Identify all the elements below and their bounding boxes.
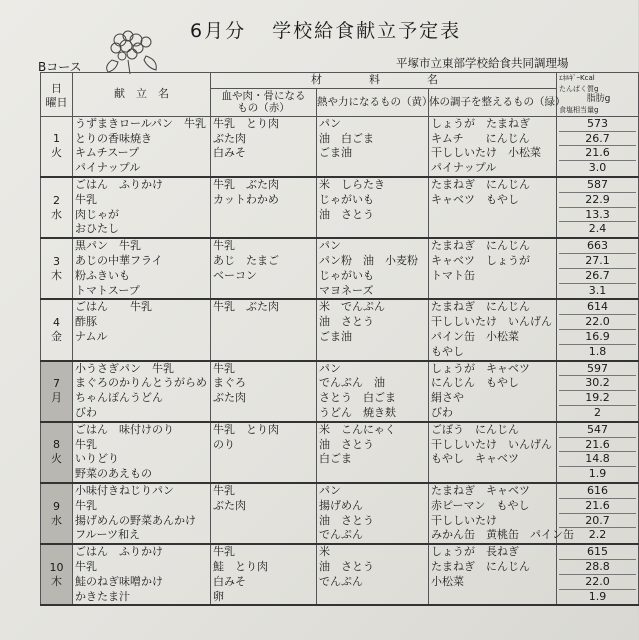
menu-line: 酢豚 — [75, 315, 97, 329]
menu-line: ごはん ふりかけ — [75, 545, 163, 559]
salt-value: 2 — [594, 405, 602, 419]
energy-value: 615 — [559, 545, 636, 560]
protein-value: 26.7 — [559, 132, 636, 147]
green-line: 小松菜 — [431, 574, 464, 588]
fat-value: 13.3 — [559, 208, 636, 223]
green-line: しょうが たまねぎ — [431, 116, 530, 130]
yellow-cell — [317, 422, 429, 483]
menu-cell — [73, 544, 211, 605]
yellow-cell — [317, 238, 429, 299]
nutrition-cell — [557, 544, 639, 605]
green-line: みかん缶 黄桃缶 パイン缶 — [431, 528, 574, 542]
day-row — [41, 361, 639, 422]
fat-value: 19.2 — [559, 391, 636, 406]
menu-line: ちゃんぽんうどん — [75, 391, 163, 405]
fat-value: 16.9 — [559, 330, 636, 345]
red-line: 牛乳 — [213, 361, 235, 375]
yellow-line: 揚げめん — [319, 498, 363, 512]
green-line: しょうが キャベツ — [431, 361, 530, 375]
menu-line: 野菜のあえもの — [75, 467, 152, 481]
green-line — [431, 222, 554, 237]
fat-value: 22.0 — [559, 575, 636, 590]
menu-line: 牛乳 — [75, 437, 97, 451]
salt-value: 1.8 — [588, 344, 607, 358]
red-line: 牛乳 — [213, 239, 235, 253]
green-line: たまねぎ にんじん — [431, 177, 530, 191]
yellow-line: パン — [319, 116, 341, 130]
green-cell — [429, 238, 557, 299]
green-line: たまねぎ にんじん — [431, 239, 530, 253]
energy-value: 663 — [559, 239, 636, 254]
red-line — [213, 330, 314, 345]
red-cell — [211, 116, 317, 177]
yellow-cell — [317, 483, 429, 544]
green-line: 干ししいたけ いんげん — [431, 437, 552, 451]
weekday: 火 — [51, 452, 62, 466]
energy-value: 616 — [559, 484, 636, 499]
red-cell — [211, 483, 317, 544]
menu-line: フルーツ和え — [75, 528, 141, 542]
menu-line: ごはん 味付けのり — [75, 422, 174, 436]
green-cell — [429, 483, 574, 544]
green-line: たまねぎ にんじん — [431, 300, 530, 314]
nutrition-cell — [557, 299, 639, 360]
menu-line: 牛乳 — [75, 192, 97, 206]
nutrition-cell — [557, 422, 639, 483]
weekday: 木 — [51, 574, 62, 588]
menu-line: 小味付きねじりパン — [75, 483, 174, 497]
protein-value: 27.1 — [559, 254, 636, 269]
menu-cell — [73, 116, 211, 177]
red-line — [213, 222, 314, 237]
green-line: パイン缶 小松菜 — [431, 329, 519, 343]
menu-line: 粉ふきいも — [75, 268, 130, 282]
fat-value: 21.6 — [559, 146, 636, 161]
green-line: キムチ にんじん — [431, 131, 530, 145]
nutrition-cell — [557, 116, 639, 177]
salt-value: 1.9 — [588, 589, 607, 603]
yellow-line: パン — [319, 483, 341, 497]
red-line: のり — [213, 437, 235, 451]
green-line: 干ししいたけ — [431, 513, 497, 527]
yellow-line: 白ごま — [319, 452, 352, 466]
red-line — [213, 345, 314, 360]
yellow-line: じゃがいも — [319, 192, 374, 206]
red-line: まぐろ — [213, 376, 246, 390]
date-cell — [41, 483, 73, 544]
energy-value: 573 — [559, 117, 636, 132]
energy-value: 547 — [559, 423, 636, 438]
menu-line: 小うさぎパン 牛乳 — [75, 361, 174, 375]
red-cell — [211, 422, 317, 483]
protein-value: 21.6 — [559, 499, 636, 514]
green-line — [431, 467, 554, 482]
weekday: 水 — [51, 513, 62, 527]
red-line: ベーコン — [213, 268, 257, 282]
red-line — [213, 161, 314, 176]
menu-line: パイナップル — [75, 161, 141, 175]
menu-line: びわ — [75, 405, 97, 419]
red-line — [213, 284, 314, 299]
yellow-line — [319, 222, 426, 237]
red-line: 牛乳 とり肉 — [213, 422, 279, 436]
menu-line: うずまきロールパン 牛乳 — [75, 116, 207, 130]
green-line: びわ — [431, 405, 453, 419]
green-cell — [429, 299, 557, 360]
menu-line: ごはん 牛乳 — [75, 300, 152, 314]
red-line — [213, 208, 314, 223]
red-line: ぶた肉 — [213, 391, 246, 405]
day-number: 4 — [53, 315, 60, 329]
protein-value: 28.8 — [559, 560, 636, 575]
yellow-line: ごま油 — [319, 146, 352, 160]
green-header: 体の調子を整えるもの（緑） — [429, 88, 557, 116]
yellow-line: でんぷん 油 — [319, 376, 385, 390]
day-number: 7 — [53, 377, 60, 391]
date-cell — [41, 238, 73, 299]
menu-line: まぐろのかりんとうがらめ — [75, 376, 207, 390]
protein-value: 22.0 — [559, 315, 636, 330]
red-line: 牛乳 — [213, 483, 235, 497]
protein-value: 21.6 — [559, 438, 636, 453]
nutrition-header: ｴﾈﾙｷﾞｰKcal たんぱく質g 脂肪g 食塩相当量g — [557, 73, 639, 117]
nutrition-cell — [557, 177, 639, 238]
menu-cell — [73, 483, 211, 544]
menu-line: キムチスープ — [75, 146, 140, 160]
green-line: たまねぎ キャベツ — [431, 483, 530, 497]
green-line: 干ししいたけ 小松菜 — [431, 146, 541, 160]
fat-value: 14.8 — [559, 452, 636, 467]
day-row — [41, 483, 639, 544]
red-line: 鮭 とり肉 — [213, 559, 268, 573]
weekday: 金 — [51, 329, 62, 343]
red-cell — [211, 238, 317, 299]
green-line: パイナップル — [431, 161, 497, 175]
green-line: しょうが 長ねぎ — [431, 545, 519, 559]
day-number: 3 — [53, 254, 60, 268]
date-cell — [41, 116, 73, 177]
yellow-line: パン — [319, 239, 341, 253]
date-header: 日 曜日 — [41, 73, 73, 117]
red-header: 血や肉・骨になる もの（赤） — [211, 88, 317, 116]
yellow-line: でんぷん — [319, 528, 363, 542]
yellow-line: 米 しらたき — [319, 177, 385, 191]
day-number: 1 — [53, 132, 60, 146]
yellow-line: パン粉 油 小麦粉 — [319, 253, 418, 267]
day-number: 9 — [53, 499, 60, 513]
yellow-line: 米 でんぷん — [319, 300, 385, 314]
red-line: カットわかめ — [213, 192, 279, 206]
yellow-line: でんぷん — [319, 574, 363, 588]
red-line — [213, 315, 314, 330]
menu-cell — [73, 422, 211, 483]
red-line: 牛乳 — [213, 545, 235, 559]
red-line: あじ たまご — [213, 253, 279, 267]
menu-line: 牛乳 — [75, 559, 97, 573]
menu-line: 牛乳 — [75, 498, 97, 512]
menu-table — [40, 72, 639, 606]
red-cell — [211, 361, 317, 422]
green-line: トマト缶 — [431, 268, 475, 282]
red-line: 白みそ — [213, 574, 246, 588]
yellow-header: 熱や力になるもの（黄） — [317, 88, 429, 116]
yellow-line: マヨネーズ — [319, 283, 374, 297]
menu-line: かきたま汁 — [75, 589, 130, 603]
green-cell — [429, 544, 557, 605]
menu-cell — [73, 361, 211, 422]
menu-line: おひたし — [75, 222, 119, 236]
salt-value: 1.9 — [588, 467, 607, 481]
green-line: もやし — [431, 344, 464, 358]
nutrition-cell — [557, 238, 639, 299]
date-cell — [41, 422, 73, 483]
materials-header: 材 料 名 — [211, 73, 557, 89]
yellow-cell — [317, 299, 429, 360]
red-line: 牛乳 とり肉 — [213, 116, 279, 130]
yellow-line: じゃがいも — [319, 268, 374, 282]
menu-line: 鮭のねぎ味噌かけ — [75, 574, 163, 588]
salt-value: 2.4 — [588, 222, 607, 236]
red-line: ぶた肉 — [213, 131, 246, 145]
date-cell — [41, 361, 73, 422]
menu-line: いりどり — [75, 452, 119, 466]
menu-cell — [73, 299, 211, 360]
red-line — [213, 406, 314, 421]
weekday: 木 — [51, 268, 62, 282]
red-line — [213, 514, 314, 529]
nutrition-cell — [557, 361, 639, 422]
green-line: ごぼう にんじん — [431, 422, 519, 436]
menu-line: あじの中華フライ — [75, 253, 163, 267]
protein-value: 22.9 — [559, 193, 636, 208]
red-line: 牛乳 ぶた肉 — [213, 177, 279, 191]
menu-line — [75, 345, 208, 360]
menu-line: ナムル — [75, 329, 108, 343]
weekday: 月 — [51, 391, 62, 405]
yellow-line — [319, 590, 426, 605]
green-line: キャベツ しょうが — [431, 253, 530, 267]
page-title — [190, 16, 461, 43]
salt-value: 3.0 — [588, 161, 607, 175]
day-row — [41, 177, 639, 238]
fat-value: 26.7 — [559, 269, 636, 284]
day-row — [41, 422, 639, 483]
menu-line: とりの香味焼き — [75, 131, 152, 145]
red-line — [213, 528, 314, 543]
green-cell — [429, 422, 557, 483]
weekday: 水 — [51, 207, 62, 221]
yellow-line: パン — [319, 361, 341, 375]
green-line: たまねぎ にんじん — [431, 559, 530, 573]
yellow-cell — [317, 544, 429, 605]
yellow-line: 米 こんにゃく — [319, 422, 396, 436]
yellow-line — [319, 161, 426, 176]
day-row — [41, 544, 639, 605]
green-line: もやし キャベツ — [431, 452, 519, 466]
yellow-line: さとう 白ごま — [319, 391, 396, 405]
yellow-line: 油 さとう — [319, 207, 374, 221]
yellow-cell — [317, 177, 429, 238]
yellow-line — [319, 467, 426, 482]
green-line: 干ししいたけ いんげん — [431, 315, 552, 329]
yellow-line: 油 さとう — [319, 437, 374, 451]
menu-line: トマトスープ — [75, 283, 140, 297]
green-cell — [429, 177, 557, 238]
menu-line: 揚げめんの野菜あんかけ — [75, 513, 196, 527]
fat-value: 20.7 — [559, 514, 636, 529]
yellow-line: 油 白ごま — [319, 131, 374, 145]
yellow-line — [319, 345, 426, 360]
day-number: 10 — [49, 560, 64, 574]
date-cell — [41, 544, 73, 605]
day-number: 2 — [53, 193, 60, 207]
energy-value: 587 — [559, 178, 636, 193]
yellow-line: 油 さとう — [319, 315, 374, 329]
day-row — [41, 299, 639, 360]
yellow-cell — [317, 116, 429, 177]
red-cell — [211, 544, 317, 605]
weekday: 火 — [51, 146, 62, 160]
red-line — [213, 467, 314, 482]
title-label: 学校給食献立予定表 — [272, 20, 462, 42]
organization-label: 平塚市立東部学校給食共同調理場 — [396, 56, 569, 70]
day-number: 8 — [53, 438, 60, 452]
yellow-cell — [317, 361, 429, 422]
green-line: にんじん もやし — [431, 376, 519, 390]
green-line: キャベツ もやし — [431, 192, 519, 206]
red-line — [213, 452, 314, 467]
date-cell — [41, 177, 73, 238]
yellow-line: 米 — [319, 545, 330, 559]
red-line: ぶた肉 — [213, 498, 246, 512]
green-line — [431, 590, 554, 605]
green-line: 赤ピーマン もやし — [431, 498, 530, 512]
protein-value: 30.2 — [559, 376, 636, 391]
red-cell — [211, 299, 317, 360]
green-cell — [429, 361, 557, 422]
energy-value: 597 — [559, 362, 636, 377]
course-label: Bコース — [38, 60, 82, 74]
green-line — [431, 284, 554, 299]
red-line: 卵 — [213, 589, 224, 603]
menu-line: 黒パン 牛乳 — [75, 239, 141, 253]
menu-header: 献 立 名 — [73, 73, 211, 117]
day-row — [41, 238, 639, 299]
day-row — [41, 116, 639, 177]
yellow-line: 油 さとう — [319, 559, 374, 573]
green-line: 絹さや — [431, 391, 464, 405]
month-label: 6月分 — [190, 20, 247, 42]
green-cell — [429, 116, 557, 177]
menu-cell — [73, 177, 211, 238]
menu-line: ごはん ふりかけ — [75, 177, 163, 191]
menu-line: 肉じゃが — [75, 207, 119, 221]
red-cell — [211, 177, 317, 238]
energy-value: 614 — [559, 300, 636, 315]
date-cell — [41, 299, 73, 360]
red-line: 白みそ — [213, 146, 246, 160]
yellow-line: 油 さとう — [319, 513, 374, 527]
yellow-line: ごま油 — [319, 329, 352, 343]
flower-illustration-icon — [98, 26, 168, 76]
salt-value: 2.2 — [588, 528, 607, 542]
red-line: 牛乳 ぶた肉 — [213, 300, 279, 314]
yellow-line: うどん 焼き麸 — [319, 405, 396, 419]
green-line — [431, 208, 554, 223]
menu-cell — [73, 238, 211, 299]
salt-value: 3.1 — [588, 283, 607, 297]
